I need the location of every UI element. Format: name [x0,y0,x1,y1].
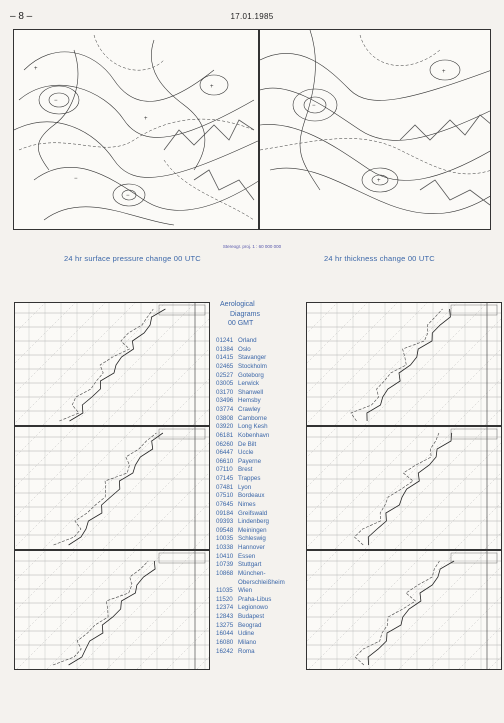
station-row [216,423,306,432]
station-id: 12843 [216,613,234,620]
station-row [216,363,306,372]
diagram-drawing [15,303,209,425]
station-id: 10035 [216,535,234,543]
station-id: 01241 [216,337,234,344]
station-row [216,397,306,406]
station-name: München- [238,569,266,577]
station-id: 03808 [216,414,234,422]
station-name: Uccle [238,449,254,457]
svg-text:+: + [34,66,38,72]
station-name: Long Kesh [238,423,268,431]
station-row [216,441,306,450]
station-name: Hannover [238,544,265,551]
svg-text:−: − [126,193,130,199]
station-name: Wien [238,587,253,595]
station-id: 03774 [216,406,234,413]
station-row [216,354,306,363]
station-name: Payerne [238,457,262,465]
station-name: Meiningen [238,526,267,534]
station-id: 10338 [216,544,234,551]
station-name: Essen [238,552,256,560]
station-row [216,613,306,622]
aerological-diagram [14,550,210,670]
station-row [216,466,306,475]
station-row [216,579,306,588]
svg-text:+: + [210,84,214,90]
station-name: Camborne [238,414,267,422]
station-id: 07481 [216,483,234,491]
station-id: 03496 [216,397,234,405]
svg-text:+: + [144,116,148,122]
station-name: Stuttgart [238,561,262,569]
station-list [216,337,306,656]
station-name: Bordeaux [238,492,265,500]
station-row [216,570,306,579]
map-drawing [260,30,491,230]
station-name: Shanwell [238,388,264,396]
station-id [216,579,236,588]
station-id: 07110 [216,466,233,474]
station-id: 01384 [216,345,234,353]
svg-text:+: + [442,69,446,75]
station-id: 09184 [216,509,234,517]
station-name: Lyon [238,483,252,491]
svg-text:+: + [377,178,381,184]
svg-text:−: − [74,176,78,182]
station-name: De Bilt [238,440,257,448]
station-name: Orland [238,337,257,344]
station-name: Budapest [238,613,265,620]
map-drawing [14,30,259,230]
station-id: 16080 [216,638,234,646]
station-row [216,501,306,510]
station-row [216,630,306,639]
right-map-caption: 24 hr thickness change 00 UTC [324,254,435,263]
station-row [216,561,306,570]
station-id: 11035 [216,587,233,595]
station-row [216,544,306,553]
station-row [216,458,306,467]
station-id: 10739 [216,561,234,569]
station-name: Praha-Libus [238,595,272,603]
station-id: 16242 [216,647,234,655]
station-id: 06260 [216,440,234,448]
diagram-drawing [307,427,501,549]
station-id: 03170 [216,388,234,396]
station-row [216,518,306,527]
station-row [216,380,306,389]
station-name: Stockholm [238,362,267,370]
station-name: Kobenhavn [238,431,270,439]
station-name: Trappes [238,475,261,482]
station-name: Goteborg [238,371,264,379]
station-row [216,622,306,631]
station-id: 11520 [216,595,233,603]
station-id: 07510 [216,492,234,500]
station-name: Roma [238,647,255,655]
station-row [216,372,306,381]
thickness-change-map [259,29,491,230]
diagram-drawing [15,427,209,549]
station-row [216,527,306,536]
station-row [216,535,306,544]
station-row [216,596,306,605]
station-id: 03920 [216,423,234,431]
legend-time: 00 GMT [228,320,254,327]
station-name: Oberschleißheim [238,578,285,586]
station-id: 07145 [216,475,234,482]
station-id: 03005 [216,380,234,388]
station-row [216,604,306,613]
station-row [216,406,306,415]
station-id: 16044 [216,630,234,638]
station-id: 10410 [216,552,234,560]
station-name: Hemsby [238,397,261,405]
station-id: 13275 [216,621,234,629]
station-id: 01415 [216,354,234,362]
station-row [216,492,306,501]
aerological-diagram [306,426,502,550]
svg-text:−: − [312,103,316,109]
aerological-diagram [306,302,502,426]
station-row [216,449,306,458]
station-row [216,639,306,648]
station-id: 02527 [216,371,234,379]
station-id: 12374 [216,604,234,612]
station-id: 06610 [216,457,234,465]
station-name: Nimes [238,500,256,508]
station-name: Brest [238,466,253,474]
surface-pressure-change-map [13,29,259,230]
station-row [216,510,306,519]
station-name: Lindenberg [238,518,269,526]
station-id: 06447 [216,449,234,457]
station-row [216,587,306,596]
aerological-diagram [14,302,210,426]
station-row [216,432,306,441]
station-name: Beograd [238,621,262,629]
station-name: Milano [238,638,257,646]
legend-subtitle: Diagrams [230,311,260,318]
page-number: – 8 – [10,11,33,22]
station-row [216,648,306,657]
legend-title: Aerological [220,301,255,308]
diagram-drawing [307,551,501,669]
left-map-caption: 24 hr surface pressure change 00 UTC [64,254,201,263]
station-row [216,553,306,562]
station-name: Lerwick [238,380,259,388]
station-id: 07645 [216,500,234,508]
station-name: Udine [238,630,255,638]
station-row [216,346,306,355]
station-id: 06181 [216,431,234,439]
station-name: Crawley [238,406,261,413]
station-row [216,484,306,493]
diagram-drawing [15,551,209,669]
station-name: Oslo [238,345,251,353]
station-id: 10868 [216,569,234,577]
diagram-drawing [307,303,501,425]
station-row [216,337,306,346]
aerological-diagram [306,550,502,670]
station-row [216,475,306,484]
station-id: 09548 [216,526,234,534]
aerological-diagram [14,426,210,550]
station-legend [216,300,306,656]
page-date: 17.01.1985 [230,12,274,21]
station-row [216,389,306,398]
station-name: Legionowo [238,604,268,612]
station-id: 09393 [216,518,234,526]
station-name: Schleswig [238,535,266,543]
station-name: Stavanger [238,354,267,362]
station-row [216,415,306,424]
svg-text:−: − [54,98,58,104]
station-id: 02465 [216,362,234,370]
map-scale-note: Stereogr. proj. 1 : 60 000 000 [222,244,282,249]
station-name: Greifswald [238,509,268,517]
